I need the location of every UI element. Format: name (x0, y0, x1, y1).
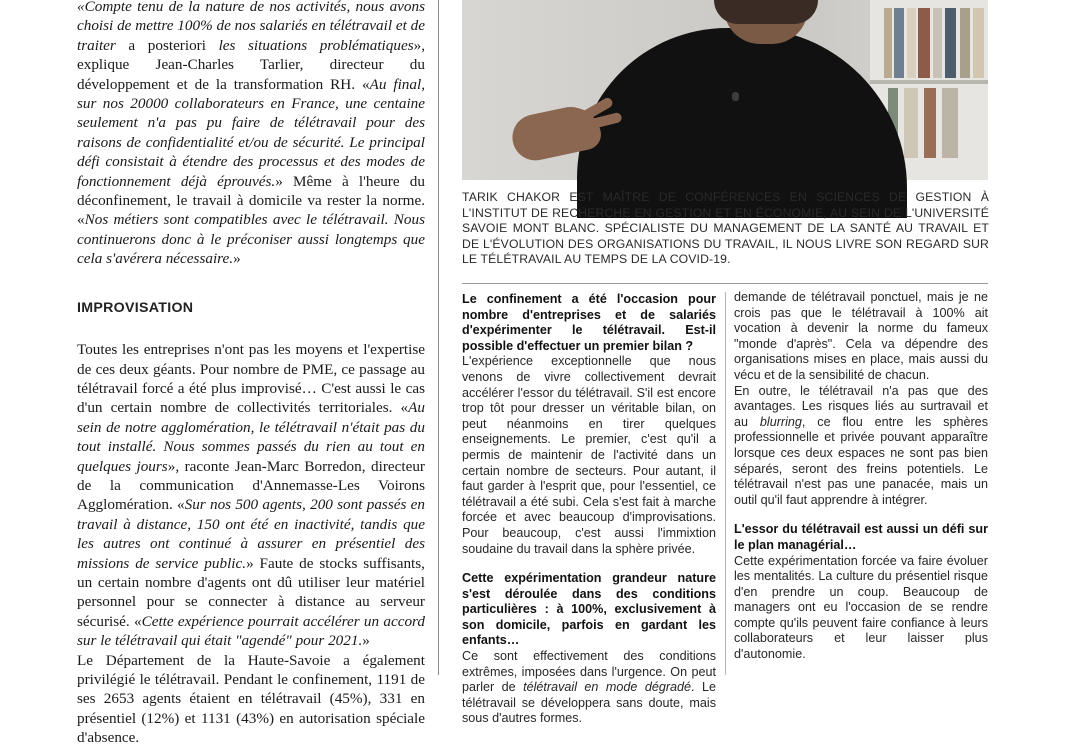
interview-question: Le confinement a été l'occasion pour nombre d'entreprises et de salariés d'expérimenter le télétravail. Est-il possible d'effectuer un premier bilan ? (462, 292, 716, 353)
paragraph-haute-savoie: Le Département de la Haute-Savoie a également privilégié le télétravail. Pendant le confinement, 1191 de ses 2653 agents étaient en télétravail (45%), 331 en présentiel (12%) et 1131 (43%) en autorisation spéciale d'absence. (77, 651, 425, 747)
interview-answer: En outre, le télétravail n'a pas que des avantages. Les risques liés au surtravail et au blurring, ce flou entre les sphères professionnelle et privée pouvant apparaître lorsque ces deux espaces ne sont pas bien séparés, seront des freins potentiels. Le télétravail n'est pas une panacée, mais un outil qu'il faut apprendre à intégrer. (734, 383, 988, 507)
column-divider (438, 0, 439, 675)
interview-answer: Cette expérimentation forcée va faire évoluer les mentalités. La culture du présentiel risque d'en prendre un coup. Beaucoup de managers ont eu l'occasion de se rendre compte qu'ils peuvent faire confiance à leurs collaborateurs et leur laisser plus d'autonomie. (734, 553, 988, 662)
interview-question: Cette expérimentation grandeur nature s'est déroulée dans des conditions particulières : à 100%, exclusivement à son domicile, parfois en gardant les enfants… (462, 571, 716, 648)
interview-answer: L'expérience exceptionnelle que nous venons de vivre collectivement devrait accélérer l'essor du télétravail. S'il est encore trop tôt pour dresser un véritable bilan, on peut néanmoins en tirer quelques enseignements. Le premier, c'est qu'il a permis de maintenir de l'activité dans un certain nombre de secteurs. Pour autant, il faut garder à l'esprit que, pour l'essentiel, ce télétravail a été subi. Cela s'est fait à marche forcée et avec beaucoup d'improvisations. Pour beaucoup, c'est aussi l'immixtion soudaine du travail dans la sphère privée. (462, 354, 716, 556)
lapel-microphone (732, 92, 739, 101)
interview-answer: demande de télétravail ponctuel, mais je ne crois pas que le télétravail à 100% ait vocation à devenir la norme du fameux "monde d'après". Cela va dépendre des organisations mises en place, mais aussi du vécu et de la sensibilité de chacun. (734, 290, 988, 382)
section-heading: IMPROVISATION (77, 299, 194, 316)
paragraph-tarlier-quote: «Compte tenu de la nature de nos activités, nous avons choisi de mettre 100% de nos salariés en télétravail et de traiter a posteriori les situations problématiques», explique Jean-Charles Tarlier, directeur du développement et de la transformation RH. «Au final, sur nos 20000 collaborateurs en France, une centaine seulement n'a pas pu faire de télétravail pour des raisons de confidentialité et/ou de sécurité. Le principal défi consistait à étendre des processus et des modes de fonctionnement déjà éprouvés.» Même à l'heure du déconfinement, le travail à domicile va rester la norme. «Nos métiers sont compatibles avec le télétravail. Nous continuerons donc à le préconiser aussi longtemps que cela s'avérera nécessaire.» (77, 0, 426, 268)
interview-answer: Ce sont effectivement des conditions extrêmes, imposées dans l'urgence. On peut parler de télétravail en mode dégradé. Le télétravail se développera sans doute, mais sous d'autres formes. (462, 649, 716, 726)
photo-caption: TARIK CHAKOR EST MAÎTRE DE CONFÉRENCES EN SCIENCES DE GESTION À L'INSTITUT DE RECHERCHE EN GESTION ET EN ÉCONOMIE, AU SEIN DE L'UNIVERSITÉ SAVOIE MONT BLANC. SPÉCIALISTE DU MANAGEMENT DE LA SANTÉ AU TRAVAIL ET DE L'ÉVOLUTION DES ORGANISATIONS DU TRAVAIL, IL NOUS LIVRE SON REGARD SUR LE TÉLÉTRAVAIL AU TEMPS DE LA COVID-19. (462, 190, 989, 267)
interview-divider (725, 292, 726, 675)
beard (714, 0, 818, 24)
paragraph-improvisation: Toutes les entreprises n'ont pas les moyens et l'expertise de ces deux géants. Pour nombre de PME, ce passage au télétravail forcé a été plus improvisé… C'est aussi le cas d'un certain nombre de collectivités territoriales. «Au sein de notre agglomération, le télétravail n'était pas du tout installé. Nous sommes passés du rien au tout en quelques jours», raconte Jean-Marc Borredon, directeur de la communication d'Annemasse-Les Voirons Agglomération. «Sur nos 500 agents, 200 sont passés en travail à distance, 150 ont été en inactivité, tandis que les autres ont continué à assurer en présentiel des missions de service public.» Faute de stocks suffisants, un certain nombre d'agents ont dû utiliser leur matériel personnel pour se connecter à distance au serveur sécurisé. «Cette expérience pourrait accélérer un accord sur le télétravail qui était "agendé" pour 2021.» (77, 341, 425, 650)
article-left-column (77, 0, 426, 747)
interview-column-2 (734, 290, 988, 673)
caption-rule (462, 283, 988, 284)
portrait-photo (462, 0, 988, 180)
interview-column-1 (462, 292, 716, 726)
interview-question: L'essor du télétravail est aussi un défi sur le plan managérial… (734, 522, 988, 552)
